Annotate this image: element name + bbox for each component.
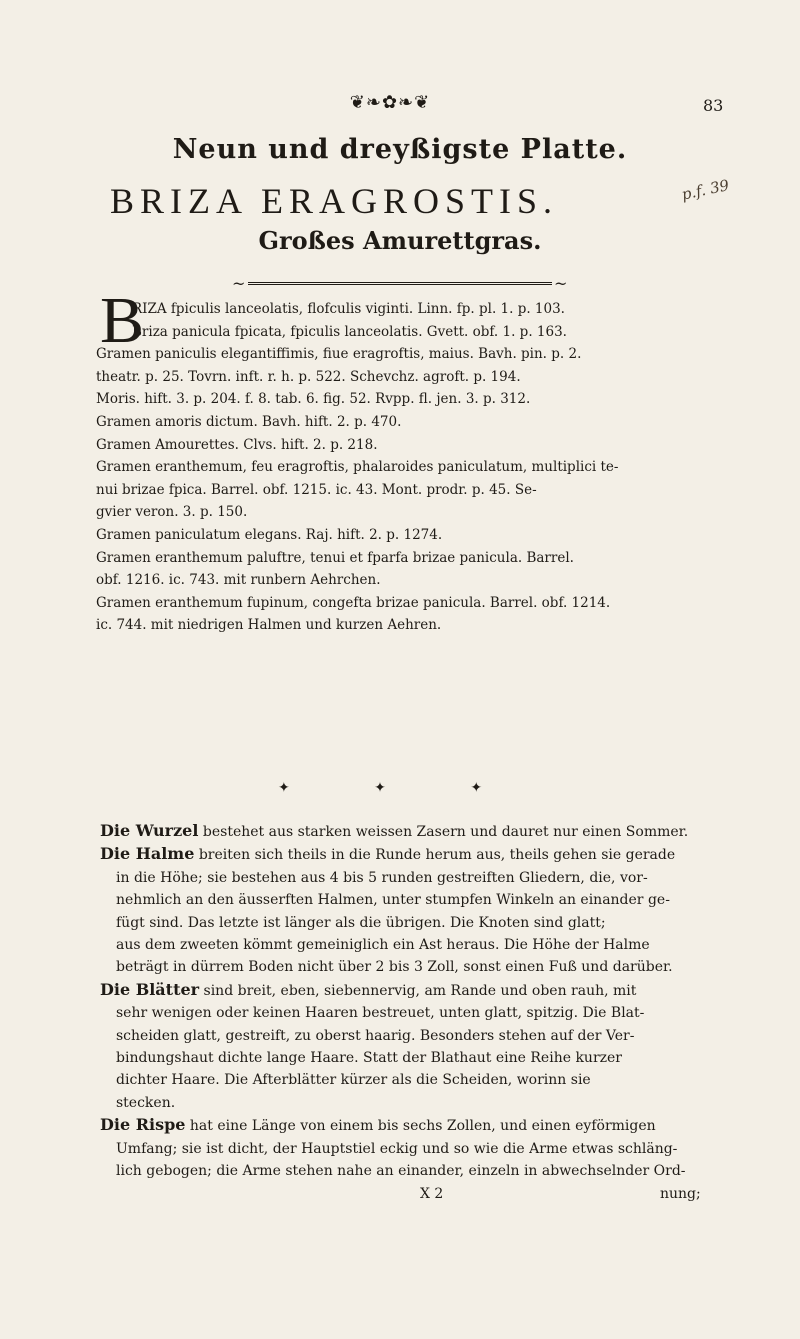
synonym-line: obf. 1216. ic. 743. mit runbern Aehrchen. [96,572,381,589]
text-line: dichter Haare. Die Afterblätter kürzer als die Scheiden, worinn sie [116,1072,591,1089]
synonym-line: Gramen amoris dictum. Bavh. hift. 2. p. 470. [96,413,402,430]
drop-cap: B [100,284,145,357]
synonym-line: RIZA fpiculis lanceolatis, flofculis viginti. Linn. fp. pl. 1. p. 103. [132,301,565,317]
synonym-line: nui brizae fpica. Barrel. obf. 1215. ic. 43. Mont. prodr. p. 45. Se- [96,481,537,498]
text-panicle-first: hat eine Länge von einem bis sechs Zollen, und einen eyförmigen [185,1118,656,1135]
description-block [100,820,720,1205]
synonymy-block [96,298,716,637]
rule-end-ornament-right: ~ [554,274,568,293]
latin-title: BRIZA ERAGROSTIS. [110,181,559,221]
section-separator: ✦ ✦ ✦ [277,780,523,796]
synonym-line: Gramen eranthemum paluftre, tenui et fparfa brizae panicula. Barrel. [96,549,574,566]
paragraph-leaves [100,979,720,1002]
paragraph-panicle [100,1114,720,1137]
paragraph-root [100,820,720,843]
keyword-root: Die Wurzel [100,821,199,840]
synonym-line: theatr. p. 25. Tovrn. inft. r. h. p. 522. Schevchz. agroft. p. 194. [96,368,521,385]
handwritten-margin-note: p.f. 39 [680,176,731,204]
paragraph-stems [100,843,720,866]
synonym-line: ic. 744. mit niedrigen Halmen und kurzen Aehren. [96,617,442,634]
text-line: aus dem zweeten kömmt gemeiniglich ein Ast heraus. Die Höhe der Halme [116,937,650,954]
synonym-line: gvier veron. 3. p. 150. [96,504,248,521]
text-line: stecken. [116,1094,176,1111]
text-line: Umfang; sie ist dicht, der Hauptstiel eckig und so wie die Arme etwas schläng- [116,1140,678,1157]
text-line: beträgt in dürrem Boden nicht über 2 bis 3 Zoll, sonst einen Fuß und darüber. [116,959,673,976]
title-rule [248,282,552,285]
plate-heading: Neun und dreyßigste Platte. [172,134,628,165]
synonym-line: Gramen eranthemum fupinum, congefta brizae panicula. Barrel. obf. 1214. [96,594,611,611]
page-number: 83 [703,96,724,115]
keyword-leaves: Die Blätter [100,979,200,999]
text-line: in die Höhe; sie bestehen aus 4 bis 5 runden gestreiften Gliedern, die, vor- [116,869,648,886]
text-root: bestehet aus starken weissen Zasern und dauret nur einen Sommer. [198,824,689,840]
german-title: Großes Amurettgras. [258,226,542,255]
synonym-line: Briza panicula fpicata, fpiculis lanceolatis. Gvett. obf. 1. p. 163. [132,323,567,340]
text-line: nehmlich an den äusserften Halmen, unter stumpfen Winkeln an einander ge- [116,892,670,909]
text-line: lich gebogen; die Arme stehen nahe an einander, einzeln in abwechselnder Ord- [116,1163,686,1180]
text-line: bindungshaut dichte lange Haare. Statt der Blathaut eine Reihe kurzer [116,1050,622,1067]
synonym-line: Moris. hift. 3. p. 204. f. 8. tab. 6. fig. 52. Rvpp. fl. jen. 3. p. 312. [96,391,531,408]
text-line: sehr wenigen oder keinen Haaren bestreuet, unten glatt, spitzig. Die Blat- [116,1005,645,1022]
ornament: ❦❧✿❧❦ [349,92,431,113]
keyword-panicle: Die Rispe [100,1115,186,1135]
text-line: scheiden glatt, gestreift, zu oberst haarig. Besonders stehen auf der Ver- [116,1027,635,1044]
synonym-line: Gramen paniculatum elegans. Raj. hift. 2. p. 1274. [96,526,443,543]
text-line: fügt sind. Das letzte ist länger als die übrigen. Die Knoten sind glatt; [116,914,606,931]
footer-line [100,1183,720,1205]
text-stems-first: breiten sich theils in die Runde herum aus, theils gehen sie gerade [194,847,676,864]
synonym-line: Gramen eranthemum, feu eragroftis, phalaroides paniculatum, multiplici te- [96,459,619,476]
keyword-stems: Die Halme [100,844,195,864]
synonym-line: Gramen paniculis elegantiffimis, fiue eragroftis, maius. Bavh. pin. p. 2. [96,346,582,363]
synonym-line: Gramen Amourettes. Clvs. hift. 2. p. 218. [96,436,378,453]
signature-mark: X 2 [420,1185,444,1202]
catchword: nung; [660,1185,701,1202]
rule-end-ornament-left: ~ [232,274,246,293]
text-leaves-first: sind breit, eben, siebennervig, am Rande und oben rauh, mit [199,982,637,999]
